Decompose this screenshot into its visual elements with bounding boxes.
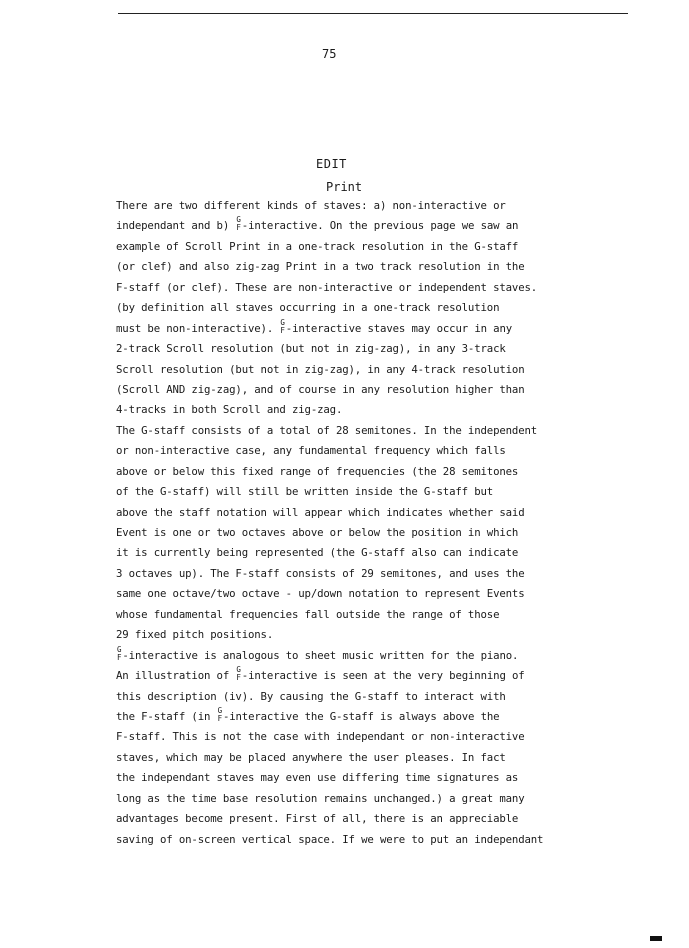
line-text: example of Scroll Print in a one-track resolution in the G-staff	[116, 239, 519, 253]
line-text: the independant staves may even use differing time signatures as	[116, 771, 519, 785]
body-text	[116, 196, 586, 850]
line-text: advantages become present. First of all, there is an appreciable	[116, 812, 519, 826]
body-line	[116, 625, 586, 645]
fraction-top: G	[236, 665, 241, 675]
line-text: (by definition all staves occurring in a one-track resolution	[116, 301, 500, 315]
line-text: long as the time base resolution remains unchanged.) a great many	[116, 791, 525, 805]
corner-mark	[650, 936, 662, 941]
line-text: (Scroll AND zig-zag), and of course in any resolution higher than	[116, 382, 525, 396]
line-text: The G-staff consists of a total of 28 semitones. In the independent	[116, 423, 538, 437]
page-number: 75	[322, 47, 337, 61]
line-text: independant and b)	[116, 219, 236, 233]
gf-fraction	[218, 707, 222, 723]
line-text: There are two different kinds of staves: a) non-interactive or	[116, 199, 506, 212]
fraction-bottom: F	[280, 325, 285, 335]
line-text: -interactive is seen at the very beginning of	[241, 669, 525, 683]
line-text: same one octave/two octave - up/down notation to represent Events	[116, 587, 525, 601]
fraction-top: G	[117, 644, 122, 654]
body-line	[116, 748, 586, 768]
body-line	[116, 543, 586, 563]
body-line	[116, 237, 586, 257]
body-line	[116, 319, 586, 339]
body-line	[116, 564, 586, 584]
body-line	[116, 278, 586, 298]
line-text: -interactive is analogous to sheet music written for the piano.	[122, 648, 519, 662]
gf-fraction	[236, 666, 240, 682]
line-text: whose fundamental frequencies fall outside the range of those	[116, 607, 500, 621]
line-text: Scroll resolution (but not in zig-zag), in any 4-track resolution	[116, 362, 525, 376]
body-line	[116, 727, 586, 747]
body-line	[116, 400, 586, 420]
line-text: must be non-interactive).	[116, 321, 280, 335]
fraction-bottom: F	[236, 673, 241, 683]
body-line	[116, 605, 586, 625]
body-line	[116, 584, 586, 604]
body-line	[116, 421, 586, 441]
body-line	[116, 380, 586, 400]
body-line	[116, 441, 586, 461]
fraction-top: G	[280, 317, 285, 327]
line-text: (or clef) and also zig-zag Print in a two track resolution in the	[116, 260, 525, 274]
gf-fraction	[117, 646, 121, 662]
line-text: 2-track Scroll resolution (but not in zig-zag), in any 3-track	[116, 342, 506, 356]
section-subheading: Print	[326, 180, 363, 194]
body-line	[116, 768, 586, 788]
body-line	[116, 809, 586, 829]
fraction-top: G	[217, 705, 222, 715]
line-text: Event is one or two octaves above or below the position in which	[116, 526, 519, 539]
body-line	[116, 196, 586, 216]
fraction-bottom: F	[236, 223, 241, 233]
section-heading: EDIT	[316, 157, 347, 171]
body-line	[116, 646, 586, 666]
line-text: the F-staff (in	[116, 709, 217, 723]
body-line	[116, 666, 586, 686]
line-text: -interactive. On the previous page we saw an	[241, 219, 519, 233]
fraction-top: G	[236, 215, 241, 225]
line-text: -interactive the G-staff is always above the	[222, 709, 500, 723]
body-line	[116, 257, 586, 277]
body-line	[116, 789, 586, 809]
line-text: An illustration of	[116, 669, 236, 683]
body-line	[116, 707, 586, 727]
line-text: 4-tracks in both Scroll and zig-zag.	[116, 403, 343, 417]
gf-fraction	[280, 319, 284, 335]
line-text: -interactive staves may occur in any	[285, 321, 513, 335]
line-text: or non-interactive case, any fundamental frequency which falls	[116, 444, 506, 458]
line-text: of the G-staff) will still be written inside the G-staff but	[116, 485, 494, 499]
fraction-bottom: F	[117, 652, 122, 662]
line-text: F-staff (or clef). These are non-interactive or independent staves.	[116, 280, 538, 294]
line-text: this description (iv). By causing the G-staff to interact with	[116, 689, 506, 703]
gf-fraction	[236, 216, 240, 232]
top-rule	[118, 13, 628, 14]
body-line	[116, 830, 586, 850]
body-line	[116, 360, 586, 380]
line-text: saving of on-screen vertical space. If we were to put an independant	[116, 832, 544, 846]
body-line	[116, 687, 586, 707]
body-line	[116, 523, 586, 543]
line-text: 29 fixed pitch positions.	[116, 628, 274, 642]
body-line	[116, 462, 586, 482]
line-text: 3 octaves up). The F-staff consists of 29 semitones, and uses the	[116, 566, 525, 580]
line-text: above or below this fixed range of frequencies (the 28 semitones	[116, 464, 519, 478]
line-text: above the staff notation will appear which indicates whether said	[116, 505, 525, 519]
body-line	[116, 216, 586, 236]
line-text: staves, which may be placed anywhere the user pleases. In fact	[116, 750, 506, 764]
body-line	[116, 298, 586, 318]
body-line	[116, 482, 586, 502]
line-text: it is currently being represented (the G-staff also can indicate	[116, 546, 519, 560]
body-line	[116, 503, 586, 523]
fraction-bottom: F	[217, 713, 222, 723]
body-line	[116, 339, 586, 359]
line-text: F-staff. This is not the case with independant or non-interactive	[116, 730, 525, 744]
